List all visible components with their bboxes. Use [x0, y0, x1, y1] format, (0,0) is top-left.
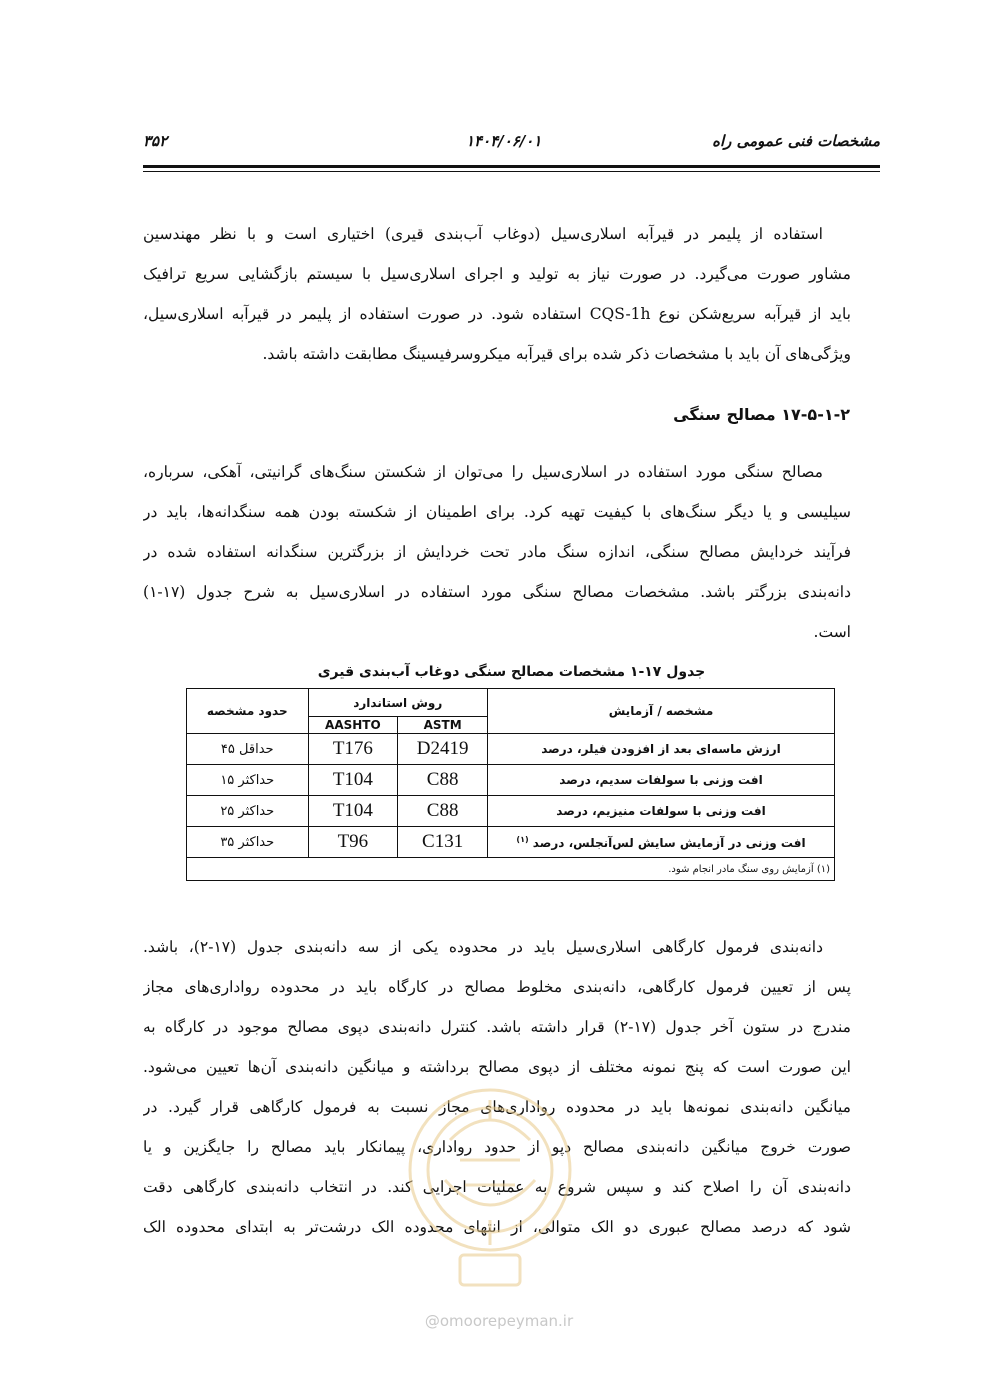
table-header-row [187, 689, 835, 717]
paragraph-line: میانگین دانه‌بندی نمونه‌ها باید در محدوده رواداری‌های مجاز نسبت به فرمول کارگاهی قرار گیرد. در [143, 1098, 851, 1116]
section-heading: ۱۷-۵-۱-۲ مصالح سنگی [673, 405, 850, 424]
cell-property: افت وزنی با سولفات منیزیم، درصد [488, 796, 835, 827]
cell-limit: حداکثر ۲۵ [187, 796, 309, 827]
header-astm: ASTM [398, 717, 488, 734]
paragraph-line: استفاده از پلیمر در قیرآبه اسلاری‌سیل (دوغاب آب‌بندی قیری) اختیاری است و با نظر مهندسین [143, 225, 823, 243]
cell-limit: حداکثر ۱۵ [187, 765, 309, 796]
cell-property: افت وزنی با سولفات سدیم، درصد [488, 765, 835, 796]
cell-astm: C88 [398, 796, 488, 827]
cell-aashto: T96 [308, 827, 398, 858]
table-row [187, 734, 835, 765]
paragraph-line: صورت خروج میانگین دانه‌بندی مصالح دپو از حدود رواداری، پیمانکار باید مصالح را جایگزین و یا [143, 1138, 851, 1156]
header-standard-method: روش استاندارد [308, 689, 488, 717]
cell-property-text: افت وزنی در آزمایش سایش لس‌آنجلس، درصد [532, 835, 806, 850]
paragraph-line: دانه‌بندی آن را اصلاح کند و سپس شروع به عملیات اجرایی کند. در انتخاب دانه‌بندی کارگاهی دقت [143, 1178, 851, 1196]
cell-astm: C131 [398, 827, 488, 858]
page-header [143, 128, 880, 156]
paragraph-line: است. [813, 623, 851, 641]
cell-limit: حداکثر ۳۵ [187, 827, 309, 858]
header-aashto: AASHTO [308, 717, 398, 734]
header-rule-thin [143, 171, 880, 172]
cell-astm: C88 [398, 765, 488, 796]
header-limits: حدود مشخصه [187, 689, 309, 734]
header-property: مشخصه / آزمایش [488, 689, 835, 734]
spec-table [186, 688, 835, 881]
paragraph-line: فرآیند خردایش مصالح سنگی، اندازه سنگ مادر تحت خردایش از بزرگترین سنگدانه استفاده شده در [143, 543, 851, 561]
footnote-ref: (۱) [516, 834, 529, 844]
table-caption: جدول ۱۷-۱ مشخصات مصالح سنگی دوغاب آب‌بندی قیری [317, 664, 706, 680]
paragraph-line: مندرج در ستون آخر جدول (۱۷-۲) قرار داشته باشد. کنترل دانه‌بندی دپوی مصالح موجود در کارگاه به [143, 1018, 851, 1036]
paragraph-line: مصالح سنگی مورد استفاده در اسلاری‌سیل را می‌توان از شکستن سنگ‌های گرانیتی، آهکی، سرباره، [143, 463, 823, 481]
paragraph-line: این صورت است که پنج نمونه مختلف از دپوی مصالح برداشته و میانگین دانه‌بندی آن‌ها تعیین می‌شود. [143, 1058, 851, 1076]
paragraph-line: باید از قیرآبه سریع‌شکن نوع CQS-1h استفاده شود. در صورت استفاده از پلیمر در قیرآبه اسلاری‌سیل، [143, 305, 851, 323]
page-number: ۳۵۲ [143, 132, 168, 150]
table-footnote: (۱) آزمایش روی سنگ مادر انجام شود. [187, 858, 835, 881]
watermark-text: @omoorepeyman.ir [424, 1312, 574, 1330]
cell-astm: D2419 [398, 734, 488, 765]
cell-aashto: T104 [308, 796, 398, 827]
cell-limit: حداقل ۴۵ [187, 734, 309, 765]
table-row [187, 796, 835, 827]
table-footnote-row [187, 858, 835, 881]
paragraph-polymer [143, 214, 851, 374]
table-row [187, 827, 835, 858]
paragraph-line: دانه‌بندی فرمول کارگاهی اسلاری‌سیل باید در محدوده یکی از سه دانه‌بندی جدول (۱۷-۲)، باشد. [143, 938, 823, 956]
paragraph-aggregates [143, 452, 851, 652]
cell-property [488, 827, 835, 858]
cell-aashto: T176 [308, 734, 398, 765]
cell-aashto: T104 [308, 765, 398, 796]
paragraph-line: ویژگی‌های آن باید با مشخصات ذکر شده برای قیرآبه میکروسرفیسینگ مطابقت داشته باشد. [262, 345, 851, 363]
paragraph-line: مشاور صورت می‌گیرد. در صورت نیاز به تولید و اجرای اسلاری‌سیل با سیستم بازگشایی سریع ترافیک [143, 265, 851, 283]
paragraph-line: پس از تعیین فرمول کارگاهی، دانه‌بندی مخلوط مصالح در کارگاه باید در محدوده رواداری‌های مجاز [143, 978, 851, 996]
header-title: مشخصات فنی عمومی راه [712, 132, 880, 150]
header-date: ۱۴۰۴/۰۶/۰۱ [466, 132, 542, 150]
paragraph-line: دانه‌بندی بزرگتر باشد. مشخصات مصالح سنگی مورد استفاده در اسلاری‌سیل به شرح جدول (۱۷-۱) [143, 583, 851, 601]
cell-property: ارزش ماسه‌ای بعد از افزودن فیلر، درصد [488, 734, 835, 765]
paragraph-line: سیلیسی و یا دیگر سنگ‌های با کیفیت تهیه کرد. برای اطمینان از شکسته بودن همه سنگدانه‌ها، باید در [143, 503, 851, 521]
watermark-emblem-icon [390, 1060, 590, 1300]
header-rule-thick [143, 165, 880, 168]
table-row [187, 765, 835, 796]
paragraph-line: شود که درصد مصالح عبوری دو الک متوالی، از انتهای محدوده الک درشت‌تر به ابتدای محدوده الک [143, 1218, 851, 1236]
